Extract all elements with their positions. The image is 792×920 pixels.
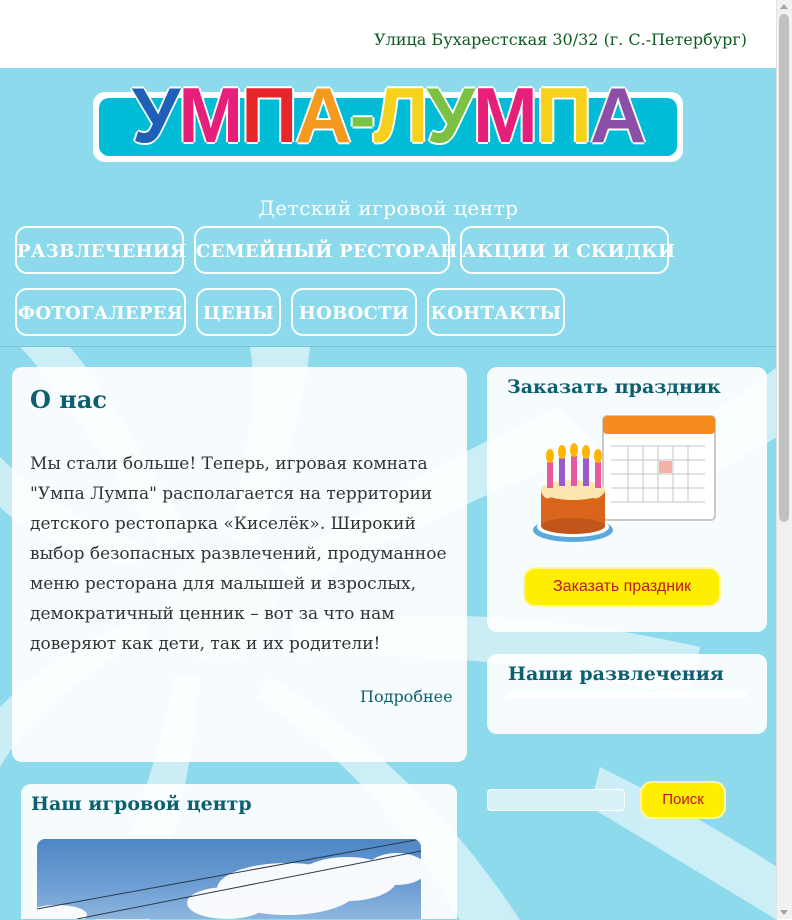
address-text: Улица Бухарестская 30/32 (г. С.-Петербург) [374,30,747,49]
logo-letter: У [426,71,473,159]
nav-item-family-restaurant[interactable]: СЕМЕЙНЫЙ РЕСТОРАН [194,226,450,274]
logo-letter: П [535,71,590,159]
scroll-thumb[interactable] [779,14,789,522]
search-input[interactable] [487,789,625,811]
more-link[interactable]: Подробнее [360,687,453,706]
logo-letter: А [295,71,350,159]
entertainment-slider [507,692,747,698]
logo-letter: У [131,71,179,159]
scroll-down-icon[interactable] [780,910,788,915]
logo-letter: М [472,71,536,159]
logo-text [93,71,683,159]
gaming-center-photo [37,839,421,919]
site-subtitle: Детский игровой центр [258,196,519,220]
scroll-up-icon[interactable] [780,4,788,9]
nav-item-prices[interactable]: ЦЕНЫ [196,288,281,336]
entertainment-title: Наши развлечения [508,663,724,685]
logo-letter: А [589,71,645,159]
about-title: О нас [30,385,107,414]
nav-item-contacts[interactable]: КОНТАКТЫ [427,288,565,336]
nav-item-photogallery[interactable]: ФОТОГАЛЕРЕЯ [15,288,186,336]
sky-clouds-image [37,839,421,919]
nav-item-promotions[interactable]: АКЦИИ И СКИДКИ [460,226,669,274]
logo-letter: П [241,71,296,159]
top-bar [0,0,777,68]
page-scrollbar[interactable] [776,0,792,919]
logo-letter: М [178,71,242,159]
logo-letter: Л [373,71,427,159]
logo-letter: - [349,71,374,159]
nav-item-entertainment[interactable]: РАЗВЛЕЧЕНИЯ [15,226,184,274]
search-button[interactable]: Поиск [642,783,724,817]
order-title: Заказать праздник [507,376,721,398]
birthday-calendar-icon [533,412,723,552]
nav-item-news[interactable]: НОВОСТИ [291,288,417,336]
about-text: Мы стали больше! Теперь, игровая комната "Умпа Лумпа" располагается на территории детского рестопарка «Киселёк». Широкий выбор безопасных развлечений, продуманное меню ресторана для малышей и взрослых, демократичный ценник – вот за что нам доверяют как дети, так и их родители! [30,454,447,654]
gaming-center-title: Наш игровой центр [31,793,252,815]
logo[interactable] [93,71,683,162]
order-party-button[interactable]: Заказать праздник [525,569,719,605]
